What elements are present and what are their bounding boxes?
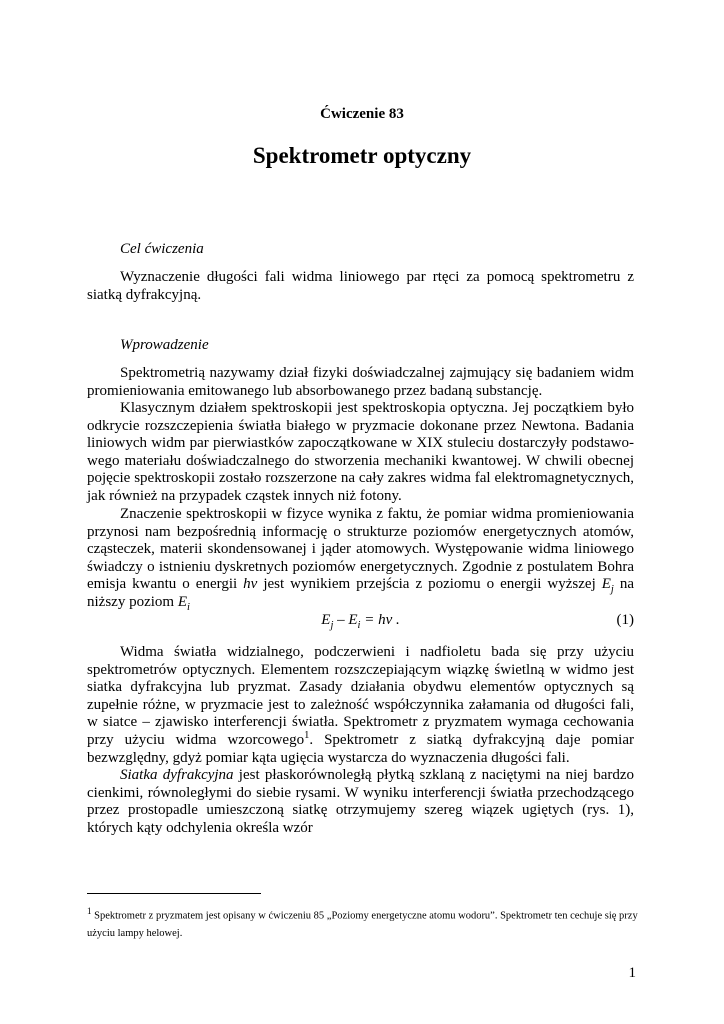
section-heading-intro: Wprowadzenie <box>120 337 209 353</box>
goal-paragraph: Wyznaczenie długości fali widma liniowego par rtęci za pomocą spektrometru z siatką dyfrakcyjną. <box>87 269 634 303</box>
section-heading-goal: Cel ćwiczenia <box>120 241 204 257</box>
footnote-ref: 1 <box>304 729 310 741</box>
footnote-mark: 1 <box>87 906 92 916</box>
equation-number: (1) <box>616 612 634 628</box>
footnote-text: Spektrometr z pryzmatem jest opisany w ćwiczeniu 85 „Poziomy energetyczne atomu wodoru”. Spektrometr ten cechuje się przy użyciu lampy helowej. <box>87 910 638 939</box>
equation-1 <box>87 612 634 630</box>
paragraph-text: jest wynikiem przejścia z poziomu o energii wyższej <box>257 576 602 593</box>
equation-body: $E_j - E_i = h\nu$ . <box>321 612 400 631</box>
paragraph-text: Znaczenie spektroskopii w fizyce wynika z faktu, że pomiar widma promieniowania przynosi nam bezpośrednią informację o strukturze poziomów energetycznych atomów, cząsteczek, materii skondensowanej i jąder atomowych. Występowanie widma liniowego świadczy o istnieniu dyskretnych poziomów energetycznych. Zgodnie z postulatem Bohra emisja kwantu o energii <box>87 506 634 593</box>
footnote-divider <box>87 893 261 894</box>
exercise-number: Ćwiczenie 83 <box>320 106 404 122</box>
paragraph-text: na niższy poziom <box>87 576 634 610</box>
italic-term: Siatka dyfrakcyjna <box>120 767 234 783</box>
page-title: Spektrometr optyczny <box>252 143 472 168</box>
intro-paragraph-4: Widma światła widzialnego, podczerwieni i nadfioletu bada się przy użyciu spektrometrów optycznych. Elementem rozszczepiającym wiązkę świetlną w widmo jest siatka dyfrakcyjna lub pryzmat. Zasady działania obydwu elementów optycznych są zupełnie różne, w pryzmacie jest to zależność współczynnika załamania od długości fali, w siatce – zjawisko interferencji światła. Spektrometr z pryzmatem wymaga cechowania przy użyciu widma wzorcowego$^1$. Spektrometr z siatką dyfrakcyjną daje pomiar bezwzględny, gdyż pomiar kąta ugięcia wystarcza do wyznaczenia długości fali. <box>87 644 634 766</box>
symbol-ei: $E_i$ <box>177 593 190 613</box>
intro-paragraph-5: Siatka dyfrakcyjna jest płaskorównoległą płytką szklaną z naciętymi na niej bardzo cienkimi, równoległymi do siebie rysami. W wyniku interferencji światła przechodzącego przez prostopadle umieszczoną siatkę otrzymujemy szereg wiązek ugiętych (rys. 1), których kąty odchylenia określa wzór <box>87 767 634 836</box>
page-number: 1 <box>628 965 636 981</box>
footnote <box>87 903 647 942</box>
intro-paragraph-3 <box>87 506 634 612</box>
symbol-ej: $E_j$ <box>601 576 614 596</box>
intro-paragraph-2: Klasycznym działem spektroskopii jest spektroskopia optyczna. Jej początkiem było odkrycie rozszczepienia światła białego w pryzmacie dokonane przez Newtona. Badania liniowych widm par pierwiastków zapoczątkowane w XIX stuleciu dostarczyły podstawo-wego materiału doświadczalnego do stworzenia mechaniki kwantowej. W chwili obecnej pojęcie spektroskopii zostało rozszerzone na cały zakres widma fal elektromagnetycznych, jak również na przypadek cząstek innych niż fotony. <box>87 400 634 504</box>
intro-paragraph-1: Spektrometrią nazywamy dział fizyki doświadczalnej zajmujący się badaniem widm promieniowania emitowanego lub absorbowanego przez badaną substancję. <box>87 365 634 399</box>
symbol-hv: hν <box>243 576 258 593</box>
